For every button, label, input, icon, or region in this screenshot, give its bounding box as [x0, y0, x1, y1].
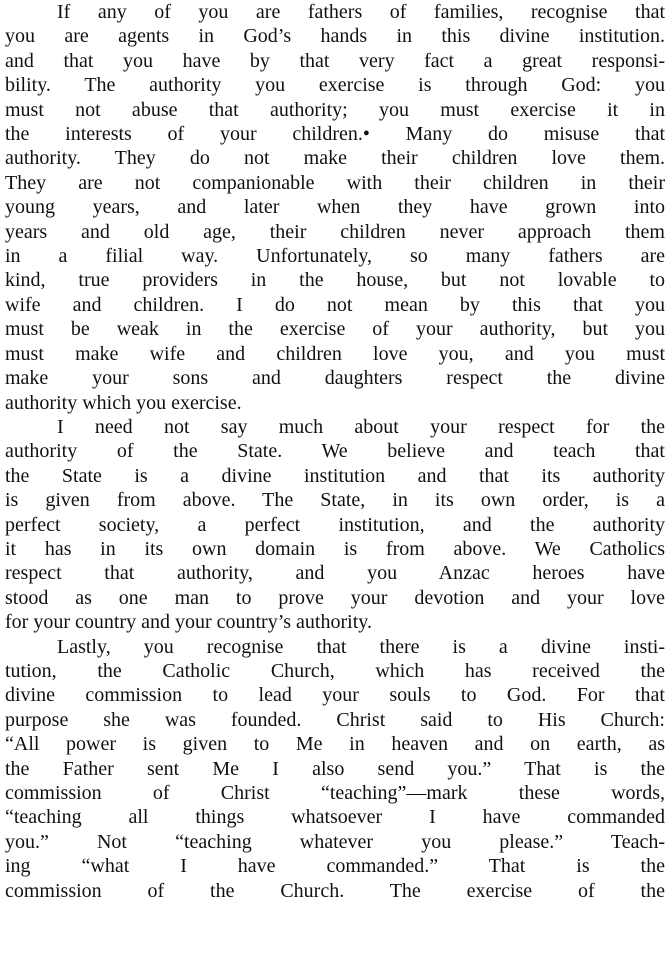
text-line: purpose she was founded. Christ said to His Church: — [5, 708, 665, 731]
text-line: authority of the State. We believe and teach that — [5, 440, 665, 463]
text-line: make your sons and daughters respect the divine — [5, 367, 665, 390]
text-line: Lastly, you recognise that there is a divine insti- — [57, 635, 665, 658]
text-line: respect that authority, and you Anzac heroes have — [5, 562, 665, 585]
text-line: must be weak in the exercise of your authority, but you — [5, 318, 665, 341]
text-line: for your country and your country’s authority. — [5, 611, 372, 634]
text-line: the interests of your children.• Many do misuse that — [5, 123, 665, 146]
text-line: and that you have by that very fact a great responsi- — [5, 49, 665, 72]
text-line: They are not companionable with their children in their — [5, 171, 665, 194]
text-line: “teaching all things whatsoever I have commanded — [5, 806, 665, 829]
text-line: is given from above. The State, in its own order, is a — [5, 489, 665, 512]
text-line: young years, and later when they have grown into — [5, 196, 665, 219]
paragraph-fathers-authority — [5, 0, 665, 415]
text-line: If any of you are fathers of families, recognise that — [57, 1, 665, 23]
text-line: must not abuse that authority; you must exercise it in — [5, 98, 665, 121]
text-line: kind, true providers in the house, but not lovable to — [5, 269, 665, 292]
text-line: in a filial way. Unfortunately, so many fathers are — [5, 245, 665, 268]
text-line: commission of Christ “teaching”—mark these words, — [5, 782, 665, 804]
paragraph-state-authority — [5, 415, 665, 635]
text-line: stood as one man to prove your devotion and your love — [5, 586, 665, 609]
text-line: divine commission to lead your souls to God. For that — [5, 684, 665, 707]
text-line: years and old age, their children never approach them — [5, 220, 665, 243]
text-line: authority which you exercise. — [5, 391, 242, 414]
text-line: must make wife and children love you, and you must — [5, 342, 665, 365]
text-line: the Father sent Me I also send you.” That is the — [5, 757, 665, 780]
text-line: I need not say much about your respect for the — [57, 415, 665, 438]
paragraph-church-commission — [5, 635, 665, 903]
text-line: perfect society, a perfect institution, and the authority — [5, 513, 665, 536]
text-line: the State is a divine institution and that its authority — [5, 464, 665, 487]
text-line: commission of the Church. The exercise of the — [5, 879, 665, 902]
text-line: you are agents in God’s hands in this divine institution. — [5, 25, 665, 48]
text-line: “All power is given to Me in heaven and on earth, as — [5, 733, 665, 756]
text-line: tution, the Catholic Church, which has received the — [5, 659, 665, 682]
text-line: bility. The authority you exercise is through God: you — [5, 74, 665, 97]
text-line: you.” Not “teaching whatever you please.” Teach- — [5, 830, 665, 853]
text-line: wife and children. I do not mean by this that you — [5, 293, 665, 316]
text-line: it has in its own domain is from above. We Catholics — [5, 537, 665, 560]
text-line: ing “what I have commanded.” That is the — [5, 855, 665, 878]
text-line: authority. They do not make their children love them. — [5, 147, 665, 170]
